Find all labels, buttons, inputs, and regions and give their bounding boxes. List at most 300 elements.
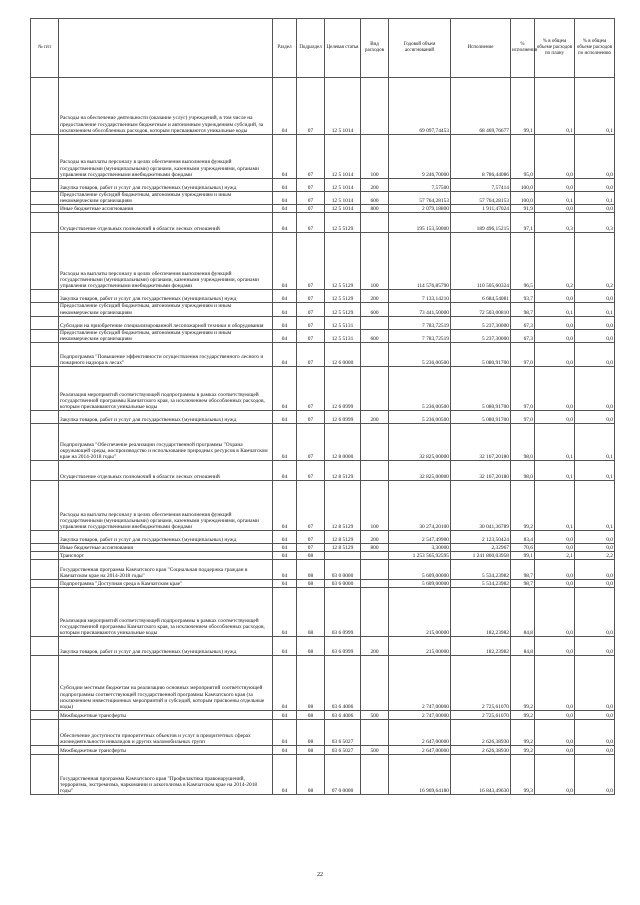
row-number-cell (31, 656, 59, 711)
row-expense-type-cell: 200 (361, 179, 389, 192)
row-share-fact-cell: 0,0 (575, 711, 615, 720)
row-expense-type-cell: 200 (361, 411, 389, 424)
row-expense-type-cell: 500 (361, 711, 389, 720)
row-share-fact-cell: 0,1 (575, 424, 615, 461)
row-pct-cell: 98,7 (511, 303, 535, 316)
row-pct-cell: 96,5 (511, 233, 535, 290)
row-pct-cell: 99,2 (511, 746, 535, 755)
row-pct-cell: 99,1 (511, 552, 535, 560)
row-number-cell (31, 343, 59, 367)
row-execution-cell: 68 469,76677 (451, 78, 511, 135)
row-number-cell (31, 720, 59, 746)
row-expense-type-cell: 800 (361, 544, 389, 552)
row-razdel-cell: 04 (273, 78, 297, 135)
row-podrazdel-cell: 07 (297, 481, 325, 531)
table-row (31, 531, 615, 544)
row-name-cell: Обеспечение доступности приоритетных объектов и услуг в приоритетных сферах жизнедеятельности инвалидов и других маломобильных групп (59, 720, 273, 746)
row-pct-cell: 97,1 (511, 213, 535, 233)
row-execution-cell: 57 764,28153 (451, 192, 511, 205)
row-plan-cell: 5 236,00500 (389, 367, 451, 411)
row-pct-cell: 99,2 (511, 481, 535, 531)
table-row (31, 720, 615, 746)
table-row (31, 588, 615, 637)
table-row (31, 481, 615, 531)
row-plan-cell: 215,00000 (389, 588, 451, 637)
row-plan-cell: 2 747,00000 (389, 656, 451, 711)
row-share-fact-cell: 0,0 (575, 755, 615, 795)
row-name-cell: Предоставление субсидий бюджетным, автономным учреждениям и иным некоммерческим организациям (59, 329, 273, 342)
row-target-article-cell: 12 5 5131 (325, 329, 361, 342)
row-expense-type-cell (361, 343, 389, 367)
table-row (31, 461, 615, 481)
row-share-fact-cell: 0,0 (575, 205, 615, 213)
row-share-plan-cell: 0,0 (535, 367, 575, 411)
row-execution-cell: 110 505,60324 (451, 233, 511, 290)
row-plan-cell: 69 097,74453 (389, 78, 451, 135)
row-expense-type-cell (361, 560, 389, 580)
row-number-cell (31, 192, 59, 205)
row-share-fact-cell: 0,0 (575, 560, 615, 580)
row-expense-type-cell: 600 (361, 192, 389, 205)
row-razdel-cell: 04 (273, 411, 297, 424)
row-number-cell (31, 755, 59, 795)
row-target-article-cell (325, 552, 361, 560)
row-podrazdel-cell: 08 (297, 580, 325, 588)
row-execution-cell: 7,57414 (451, 179, 511, 192)
row-target-article-cell: 12 8 5129 (325, 531, 361, 544)
header-expense-type: Вид расходов (361, 19, 389, 78)
row-target-article-cell: 12 5 5129 (325, 290, 361, 303)
table-row (31, 316, 615, 329)
table-row (31, 233, 615, 290)
row-share-plan-cell: 0,1 (535, 461, 575, 481)
row-execution-cell: 2 725,61070 (451, 656, 511, 711)
row-number-cell (31, 329, 59, 342)
row-razdel-cell: 04 (273, 544, 297, 552)
row-plan-cell: 9 246,70000 (389, 135, 451, 179)
row-expense-type-cell (361, 580, 389, 588)
row-number-cell (31, 461, 59, 481)
row-name-cell: Иные бюджетные ассигнования (59, 205, 273, 213)
row-pct-cell: 100,0 (511, 192, 535, 205)
row-name-cell: Расходы на выплаты персоналу в целях обеспечения выполнения функций государственными (муниципальными) органами, казенными учреждениями, органами управления государственными внебюджетными фондами (59, 481, 273, 531)
row-pct-cell: 84,8 (511, 637, 535, 656)
row-expense-type-cell (361, 720, 389, 746)
row-razdel-cell: 04 (273, 205, 297, 213)
row-share-fact-cell: 0,3 (575, 213, 615, 233)
row-target-article-cell: 03 0 0000 (325, 560, 361, 580)
row-name-cell: Межбюджетные трансферты (59, 711, 273, 720)
row-name-cell: Государственная программа Камчатского края "Профилактика правонарушений, терроризма, экстремизма, наркомании и алкоголизма в Камчатском крае на 2014-2018 годы" (59, 755, 273, 795)
row-name-cell: Подпрограмма "Обеспечение реализации государственной программы "Охрана окружающей среды, воспроизводство и использование природных ресурсов в Камчатском крае на 2014-2018 годы" (59, 424, 273, 461)
row-expense-type-cell: 200 (361, 290, 389, 303)
row-razdel-cell: 04 (273, 746, 297, 755)
table-row (31, 205, 615, 213)
row-execution-cell: 5 080,91700 (451, 411, 511, 424)
row-number-cell (31, 544, 59, 552)
row-expense-type-cell (361, 552, 389, 560)
row-share-fact-cell: 0,0 (575, 343, 615, 367)
row-pct-cell: 99,3 (511, 755, 535, 795)
row-share-plan-cell: 0,1 (535, 78, 575, 135)
header-execution-pct: % исполнения (511, 19, 535, 78)
row-name-cell: Подпрограмма "Повышение эффективности осуществления государственного лесного и пожарного надзора в лесах" (59, 343, 273, 367)
row-name-cell: Закупка товаров, работ и услуг для государственных (муниципальных) нужд (59, 637, 273, 656)
row-name-cell: Транспорт (59, 552, 273, 560)
row-execution-cell: 8 786,44086 (451, 135, 511, 179)
row-razdel-cell: 04 (273, 552, 297, 560)
row-expense-type-cell: 500 (361, 746, 389, 755)
row-podrazdel-cell: 07 (297, 367, 325, 411)
row-pct-cell: 98,0 (511, 424, 535, 461)
row-expense-type-cell: 100 (361, 481, 389, 531)
row-share-plan-cell: 0,0 (535, 544, 575, 552)
row-number-cell (31, 135, 59, 179)
row-razdel-cell: 04 (273, 367, 297, 411)
row-number-cell (31, 552, 59, 560)
row-name-cell: Осуществление отдельных полномочий в области лесных отношений (59, 461, 273, 481)
row-share-fact-cell: 0,0 (575, 329, 615, 342)
row-share-plan-cell: 0,0 (535, 329, 575, 342)
row-plan-cell: 7 783,72519 (389, 316, 451, 329)
table-row (31, 656, 615, 711)
table-row (31, 424, 615, 461)
row-podrazdel-cell: 07 (297, 544, 325, 552)
row-podrazdel-cell: 07 (297, 290, 325, 303)
row-plan-cell: 57 764,28153 (389, 192, 451, 205)
row-number-cell (31, 78, 59, 135)
row-name-cell: Расходы на обеспечение деятельности (оказание услуг) учреждений, в том числе на предоставление государственным бюджетным и автономным учреждениям субсидий, за исключением обособленных расходов, которым присваиваются уникальные коды (59, 78, 273, 135)
row-expense-type-cell: 200 (361, 637, 389, 656)
row-podrazdel-cell: 07 (297, 135, 325, 179)
budget-table (30, 18, 615, 795)
row-number-cell (31, 367, 59, 411)
row-share-fact-cell: 0,1 (575, 192, 615, 205)
row-execution-cell: 1 911,47024 (451, 205, 511, 213)
row-share-plan-cell: 0,0 (535, 560, 575, 580)
row-share-plan-cell: 0,0 (535, 580, 575, 588)
row-share-plan-cell: 0,0 (535, 343, 575, 367)
row-share-fact-cell: 0,2 (575, 233, 615, 290)
row-pct-cell: 97,0 (511, 367, 535, 411)
row-share-plan-cell: 0,1 (535, 481, 575, 531)
row-name-cell: Закупка товаров, работ и услуг для государственных (муниципальных) нужд (59, 290, 273, 303)
row-razdel-cell: 04 (273, 481, 297, 531)
row-number-cell (31, 424, 59, 461)
row-plan-cell: 2 647,00000 (389, 746, 451, 755)
row-name-cell: Расходы на выплаты персоналу в целях обеспечения выполнения функций государственными (муниципальными) органами, казенными учреждениями, органами управления государственными внебюджетными фондами (59, 135, 273, 179)
row-razdel-cell: 04 (273, 290, 297, 303)
row-target-article-cell: 03 6 5027 (325, 720, 361, 746)
row-podrazdel-cell: 07 (297, 461, 325, 481)
row-plan-cell: 5 609,00000 (389, 580, 451, 588)
row-execution-cell: 182,23982 (451, 637, 511, 656)
row-pct-cell: 97,0 (511, 343, 535, 367)
row-share-fact-cell: 0,0 (575, 544, 615, 552)
row-share-fact-cell: 0,0 (575, 580, 615, 588)
row-pct-cell: 99,1 (511, 78, 535, 135)
table-header-row (31, 19, 615, 78)
row-plan-cell: 7,57500 (389, 179, 451, 192)
row-execution-cell: 32 167,20180 (451, 424, 511, 461)
row-pct-cell: 93,7 (511, 290, 535, 303)
row-pct-cell: 98,0 (511, 461, 535, 481)
table-row (31, 746, 615, 755)
table-row (31, 367, 615, 411)
row-target-article-cell: 12 8 5129 (325, 461, 361, 481)
row-share-fact-cell: 0,0 (575, 290, 615, 303)
row-target-article-cell: 12 8 5129 (325, 544, 361, 552)
row-podrazdel-cell: 07 (297, 329, 325, 342)
row-name-cell: Субсидии местным бюджетам на реализацию основных мероприятий соответствующей подпрограммы соответствующей государственной программы Камчатского края (за исключением инвестиционных мероприятий и субсидий, которым присвоены отдельные коды) (59, 656, 273, 711)
row-name-cell: Подпрограмма "Доступная среда в Камчатском крае" (59, 580, 273, 588)
row-pct-cell: 70,6 (511, 544, 535, 552)
row-share-fact-cell: 0,0 (575, 135, 615, 179)
row-plan-cell: 195 153,50000 (389, 213, 451, 233)
row-podrazdel-cell: 08 (297, 711, 325, 720)
row-plan-cell: 5 236,00500 (389, 343, 451, 367)
row-razdel-cell: 04 (273, 343, 297, 367)
header-share-fact: % в общем объеме расходов по исполнению (575, 19, 615, 78)
row-execution-cell: 5 534,23982 (451, 580, 511, 588)
row-share-plan-cell: 0,0 (535, 411, 575, 424)
row-podrazdel-cell: 08 (297, 656, 325, 711)
row-target-article-cell: 12 5 1014 (325, 135, 361, 179)
table-row (31, 290, 615, 303)
row-razdel-cell: 04 (273, 192, 297, 205)
row-expense-type-cell (361, 461, 389, 481)
row-podrazdel-cell: 08 (297, 560, 325, 580)
row-razdel-cell: 04 (273, 637, 297, 656)
row-expense-type-cell (361, 213, 389, 233)
row-share-plan-cell: 0,1 (535, 192, 575, 205)
table-row (31, 711, 615, 720)
header-target-article: Целевая статья (325, 19, 361, 78)
row-pct-cell: 99,2 (511, 711, 535, 720)
row-number-cell (31, 481, 59, 531)
row-execution-cell: 72 503,00810 (451, 303, 511, 316)
row-podrazdel-cell: 07 (297, 205, 325, 213)
row-target-article-cell: 12 5 5131 (325, 316, 361, 329)
row-plan-cell: 32 825,00000 (389, 424, 451, 461)
table-row (31, 343, 615, 367)
row-podrazdel-cell: 07 (297, 531, 325, 544)
row-name-cell: Закупка товаров, работ и услуг для государственных (муниципальных) нужд (59, 179, 273, 192)
row-share-fact-cell: 0,0 (575, 720, 615, 746)
row-expense-type-cell: 200 (361, 531, 389, 544)
row-number-cell (31, 213, 59, 233)
row-execution-cell: 1 241 860,03958 (451, 552, 511, 560)
row-pct-cell: 97,0 (511, 411, 535, 424)
row-pct-cell: 99,2 (511, 720, 535, 746)
table-row (31, 637, 615, 656)
row-share-fact-cell: 0,0 (575, 656, 615, 711)
row-name-cell: Иные бюджетные ассигнования (59, 544, 273, 552)
row-share-plan-cell: 0,0 (535, 755, 575, 795)
row-expense-type-cell: 100 (361, 233, 389, 290)
row-plan-cell: 30 274,20100 (389, 481, 451, 531)
row-expense-type-cell: 100 (361, 135, 389, 179)
row-expense-type-cell (361, 78, 389, 135)
row-share-plan-cell: 0,3 (535, 213, 575, 233)
row-share-fact-cell: 0,0 (575, 367, 615, 411)
row-share-plan-cell: 0,2 (535, 233, 575, 290)
row-share-plan-cell: 0,0 (535, 316, 575, 329)
header-execution: Исполнение (451, 19, 511, 78)
row-number-cell (31, 179, 59, 192)
row-podrazdel-cell: 07 (297, 343, 325, 367)
row-execution-cell: 5 237,30000 (451, 316, 511, 329)
table-row (31, 179, 615, 192)
budget-sheet (30, 18, 614, 795)
row-target-article-cell: 12 5 1014 (325, 179, 361, 192)
row-podrazdel-cell: 08 (297, 746, 325, 755)
row-name-cell: Предоставление субсидий бюджетным, автономным учреждениям и иным некоммерческим организациям (59, 192, 273, 205)
table-row (31, 560, 615, 580)
row-name-cell: Расходы на выплаты персоналу в целях обеспечения выполнения функций государственными (муниципальными) органами, казенными учреждениями, органами управления государственными внебюджетными фондами (59, 233, 273, 290)
table-row (31, 192, 615, 205)
row-execution-cell: 32 167,20180 (451, 461, 511, 481)
row-number-cell (31, 560, 59, 580)
row-name-cell: Субсидии на приобретение специализированной лесопожарной техники и оборудования (59, 316, 273, 329)
row-share-fact-cell: 0,1 (575, 78, 615, 135)
row-pct-cell: 83,4 (511, 531, 535, 544)
row-name-cell: Закупка товаров, работ и услуг для государственных (муниципальных) нужд (59, 411, 273, 424)
row-share-fact-cell: 0,0 (575, 531, 615, 544)
row-razdel-cell: 04 (273, 720, 297, 746)
row-expense-type-cell (361, 316, 389, 329)
row-razdel-cell: 04 (273, 531, 297, 544)
row-name-cell: Закупка товаров, работ и услуг для государственных (муниципальных) нужд (59, 531, 273, 544)
row-execution-cell: 189 496,15215 (451, 213, 511, 233)
row-share-plan-cell: 0,0 (535, 290, 575, 303)
row-name-cell: Предоставление субсидий бюджетным, автономным учреждениям и иным некоммерческим организациям (59, 303, 273, 316)
row-share-fact-cell: 0,1 (575, 303, 615, 316)
row-share-fact-cell: 0,0 (575, 179, 615, 192)
row-target-article-cell: 12 6 0999 (325, 367, 361, 411)
row-target-article-cell: 12 8 5129 (325, 481, 361, 531)
row-plan-cell: 3,30000 (389, 544, 451, 552)
row-podrazdel-cell: 07 (297, 316, 325, 329)
page-number: 22 (317, 872, 323, 878)
row-plan-cell: 16 969,64180 (389, 755, 451, 795)
row-share-plan-cell: 0,1 (535, 424, 575, 461)
row-name-cell: Государственная программа Камчатского края "Социальная поддержка граждан в Камчатском крае на 2014-2018 годы" (59, 560, 273, 580)
row-target-article-cell: 12 5 5129 (325, 233, 361, 290)
row-target-article-cell: 12 5 5129 (325, 213, 361, 233)
row-razdel-cell: 04 (273, 656, 297, 711)
row-pct-cell: 67,3 (511, 316, 535, 329)
row-share-fact-cell: 0,0 (575, 411, 615, 424)
row-share-plan-cell: 0,0 (535, 588, 575, 637)
table-row (31, 755, 615, 795)
row-target-article-cell: 03 6 4006 (325, 656, 361, 711)
row-razdel-cell: 04 (273, 233, 297, 290)
row-pct-cell: 98,7 (511, 580, 535, 588)
row-plan-cell: 7 783,72519 (389, 329, 451, 342)
header-annual-plan: Годовой объем ассигнований (389, 19, 451, 78)
table-body (31, 78, 615, 795)
row-razdel-cell: 04 (273, 179, 297, 192)
row-podrazdel-cell: 07 (297, 424, 325, 461)
row-share-fact-cell: 0,1 (575, 461, 615, 481)
row-razdel-cell: 04 (273, 711, 297, 720)
row-expense-type-cell (361, 656, 389, 711)
row-name-cell: Межбюджетные трансферты (59, 746, 273, 755)
row-razdel-cell: 04 (273, 329, 297, 342)
row-plan-cell: 1 253 565,92595 (389, 552, 451, 560)
row-number-cell (31, 580, 59, 588)
header-razdel: Раздел (273, 19, 297, 78)
row-execution-cell: 30 041,36789 (451, 481, 511, 531)
row-pct-cell: 67,3 (511, 329, 535, 342)
row-target-article-cell: 12 5 1014 (325, 192, 361, 205)
row-share-plan-cell: 0,0 (535, 179, 575, 192)
row-expense-type-cell (361, 588, 389, 637)
row-number-cell (31, 205, 59, 213)
table-row (31, 411, 615, 424)
table-row (31, 213, 615, 233)
row-share-fact-cell: 0,0 (575, 588, 615, 637)
row-plan-cell: 114 576,85790 (389, 233, 451, 290)
row-razdel-cell: 04 (273, 303, 297, 316)
row-number-cell (31, 746, 59, 755)
table-row (31, 552, 615, 560)
row-podrazdel-cell: 08 (297, 720, 325, 746)
row-plan-cell: 5 236,00500 (389, 411, 451, 424)
row-razdel-cell: 04 (273, 135, 297, 179)
row-podrazdel-cell: 07 (297, 192, 325, 205)
row-number-cell (31, 290, 59, 303)
row-razdel-cell: 04 (273, 580, 297, 588)
row-plan-cell: 7 133,14210 (389, 290, 451, 303)
row-podrazdel-cell: 08 (297, 637, 325, 656)
row-plan-cell: 73 441,50000 (389, 303, 451, 316)
row-number-cell (31, 531, 59, 544)
row-target-article-cell: 12 5 1014 (325, 78, 361, 135)
row-share-plan-cell: 0,0 (535, 205, 575, 213)
header-share-plan: % в общем объеме расходов по плану (535, 19, 575, 78)
row-expense-type-cell (361, 424, 389, 461)
row-number-cell (31, 637, 59, 656)
row-razdel-cell: 04 (273, 560, 297, 580)
row-plan-cell: 5 609,00000 (389, 560, 451, 580)
row-number-cell (31, 588, 59, 637)
row-plan-cell: 32 825,00000 (389, 461, 451, 481)
row-share-fact-cell: 2,2 (575, 552, 615, 560)
row-plan-cell: 215,00000 (389, 637, 451, 656)
row-plan-cell: 2 747,00000 (389, 711, 451, 720)
row-target-article-cell: 07 0 0000 (325, 755, 361, 795)
row-podrazdel-cell: 08 (297, 588, 325, 637)
row-pct-cell: 99,2 (511, 656, 535, 711)
row-razdel-cell: 04 (273, 588, 297, 637)
row-share-plan-cell: 0,0 (535, 656, 575, 711)
row-target-article-cell: 03 6 0999 (325, 588, 361, 637)
row-execution-cell: 5 080,91700 (451, 367, 511, 411)
row-share-plan-cell: 0,0 (535, 531, 575, 544)
row-share-plan-cell: 0,0 (535, 720, 575, 746)
row-execution-cell: 2 626,38930 (451, 720, 511, 746)
row-name-cell: Реализация мероприятий соответствующей подпрограммы в рамках соответствующей государственной программы Камчатского края, за исключением обособленных расходов, которым присваиваются уникальные коды (59, 588, 273, 637)
row-target-article-cell: 12 8 0000 (325, 424, 361, 461)
row-execution-cell: 6 684,54081 (451, 290, 511, 303)
row-execution-cell: 2 123,50424 (451, 531, 511, 544)
row-podrazdel-cell: 08 (297, 552, 325, 560)
row-expense-type-cell (361, 367, 389, 411)
row-share-plan-cell: 0,0 (535, 637, 575, 656)
row-share-fact-cell: 0,0 (575, 746, 615, 755)
